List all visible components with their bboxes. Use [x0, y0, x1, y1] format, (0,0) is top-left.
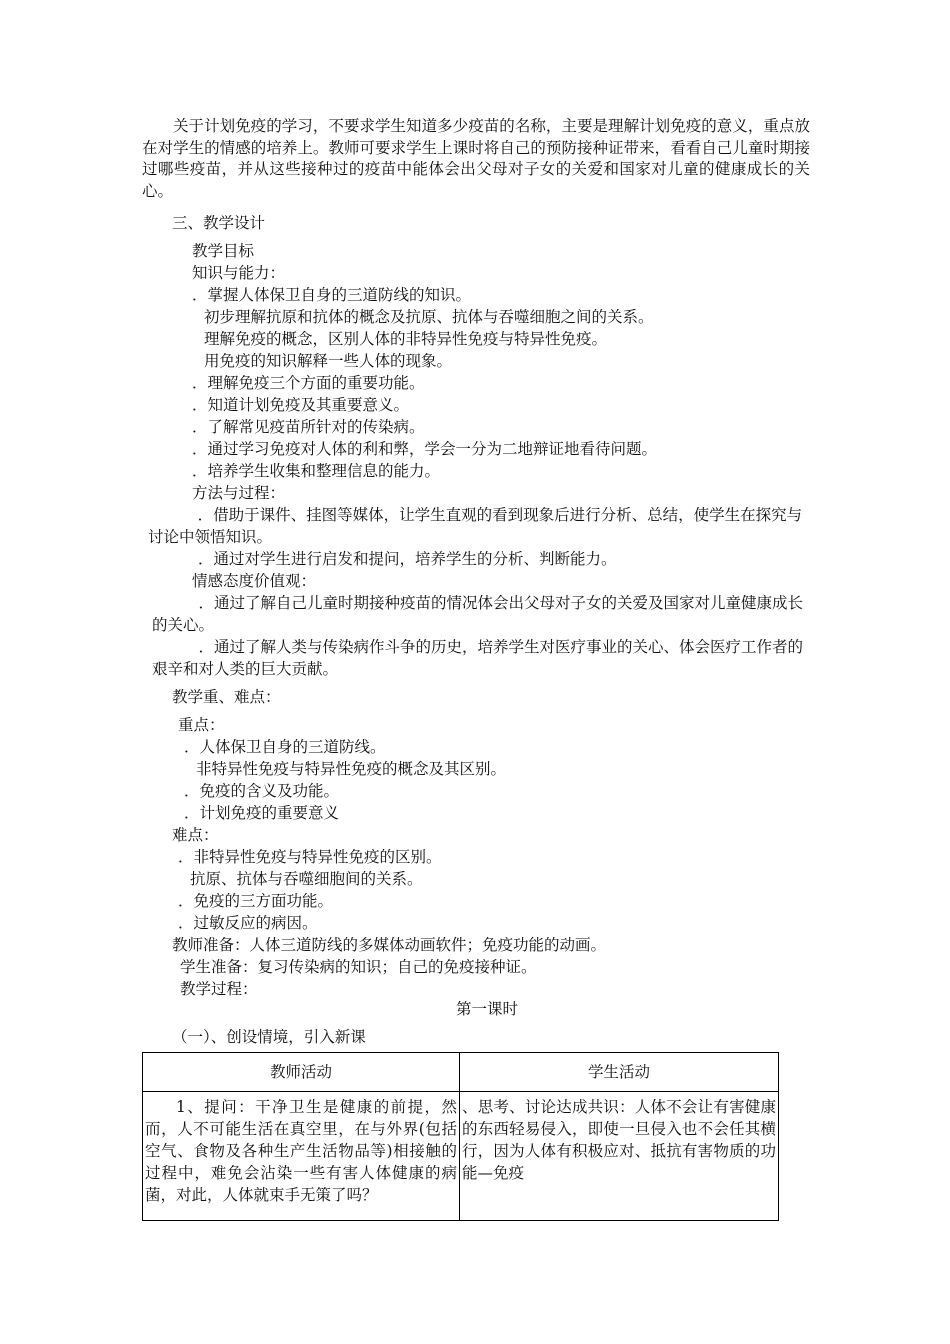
teacher-activity-cell: [143, 1092, 460, 1221]
important-title: 重点：: [178, 716, 225, 734]
teacher-activity-header: 教师活动: [143, 1053, 460, 1092]
method-item: ．借助于课件、挂图等媒体，让学生直观的看到现象后进行分析、总结，使学生在探究与讨论中领悟知识。: [148, 506, 803, 546]
difficult-item: ．非特异性免疫与特异性免疫的区别。: [178, 848, 442, 866]
student-activity-header: 学生活动: [460, 1053, 779, 1092]
difficult-item: ．过敏反应的病因。: [178, 914, 318, 932]
knowledge-item: 理解免疫的概念，区别人体的非特异性免疫与特异性免疫。: [204, 330, 608, 348]
process-title: 教学过程：: [180, 980, 258, 998]
intro-paragraph: 关于计划免疫的学习，不要求学生知道多少疫苗的名称，主要是理解计划免疫的意义，重点放在对学生的情感的培养上。教师可要求学生上课时将自己的预防接种证带来，看看自己儿童时期接过哪些疫苗，并从这些接种过的疫苗中能体会出父母对子女的关爱和国家对儿童的健康成长的关心。: [142, 117, 810, 200]
knowledge-title: 知识与能力：: [192, 264, 286, 282]
student-activity-cell: [460, 1092, 779, 1221]
teaching-process-table: [142, 1052, 779, 1221]
knowledge-item: ．掌握人体保卫自身的三道防线的知识。: [192, 286, 472, 304]
emotion-item: ．通过了解自己儿童时期接种疫苗的情况体会出父母对子女的关爱及国家对儿童健康成长的关心。: [152, 594, 804, 634]
teacher-prep: 教师准备：人体三道防线的多媒体动画软件；免疫功能的动画。: [172, 936, 607, 954]
important-item: ．计划免疫的重要意义: [184, 804, 340, 822]
student-activity-text: 、思考、讨论达成共识：人体不会让有害健康的东西轻易侵入，即使一旦侵入也不会任其横行，因为人体有积极应对、抵抗有害物质的功能—免疫: [462, 1098, 776, 1182]
knowledge-item: ．了解常见疫苗所针对的传染病。: [192, 418, 425, 436]
important-item: ．人体保卫自身的三道防线。: [184, 738, 386, 756]
knowledge-item: 用免疫的知识解释一些人体的现象。: [204, 352, 453, 370]
important-item: 非特异性免疫与特异性免疫的概念及其区别。: [196, 760, 507, 778]
important-item: ．免疫的含义及功能。: [184, 782, 340, 800]
step-title: （一）、创设情境，引入新课: [172, 1028, 366, 1046]
teacher-activity-text: 1、提问：干净卫生是健康的前提，然而，人不可能生活在真空里，在与外界(包括空气、食物及各种生产生活物品等)相接触的过程中，难免会沾染一些有害人体健康的病菌，对此，人体就束手无策了吗？: [145, 1098, 457, 1204]
difficult-item: 抗原、抗体与吞噬细胞间的关系。: [190, 870, 423, 888]
table-row: [143, 1092, 779, 1221]
difficult-title: 难点：: [172, 826, 219, 844]
emotion-title: 情感态度价值观：: [192, 572, 317, 590]
method-title: 方法与过程：: [192, 484, 286, 502]
knowledge-item: ．培养学生收集和整理信息的能力。: [192, 462, 441, 480]
knowledge-item: ．知道计划免疫及其重要意义。: [192, 396, 410, 414]
emotion-item: ．通过了解人类与传染病作斗争的历史，培养学生对医疗事业的关心、体会医疗工作者的艰辛和对人类的巨大贡献。: [152, 638, 804, 678]
difficult-item: ．免疫的三方面功能。: [178, 892, 334, 910]
method-item: ．通过对学生进行启发和提问，培养学生的分析、判断能力。: [198, 550, 617, 568]
table-header-row: [143, 1053, 779, 1092]
knowledge-item: ．理解免疫三个方面的重要功能。: [192, 374, 425, 392]
goals-title: 教学目标: [192, 242, 255, 260]
section-heading: 三、教学设计: [172, 214, 266, 232]
knowledge-item: ．通过学习免疫对人体的利和弊，学会一分为二地辩证地看待问题。: [192, 440, 658, 458]
knowledge-item: 初步理解抗原和抗体的概念及抗原、抗体与吞噬细胞之间的关系。: [204, 308, 654, 326]
key-points-title: 教学重、难点：: [172, 688, 281, 706]
lesson-title: 第一课时: [456, 1000, 519, 1018]
student-prep: 学生准备：复习传染病的知识；自己的免疫接种证。: [180, 958, 537, 976]
